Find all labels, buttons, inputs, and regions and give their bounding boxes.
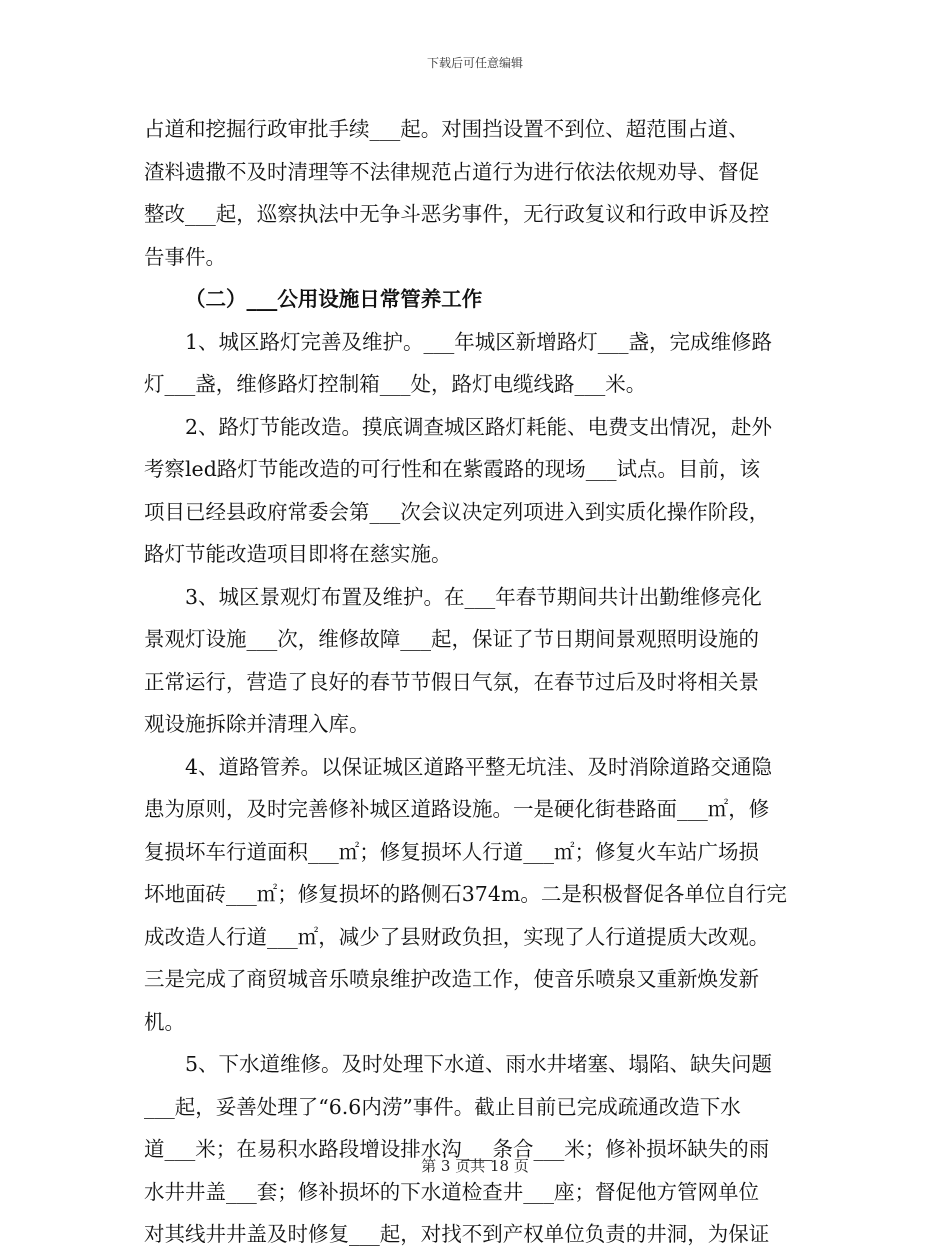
text-line: 告事件。 bbox=[144, 244, 226, 269]
text-line: 3、城区景观灯布置及维护。在___年春节期间共计出勤维修亮化 bbox=[185, 584, 762, 609]
text-line: 复损坏车行道面积___㎡；修复损坏人行道___㎡；修复火车站广场损 bbox=[144, 839, 759, 864]
text-line: 整改___起，巡察执法中无争斗恶劣事件，无行政复议和行政申诉及控 bbox=[144, 202, 770, 226]
text-line: 2、路灯节能改造。摸底调查城区路灯耗能、电费支出情况，赴外 bbox=[185, 414, 773, 439]
text-line: 占道和挖掘行政审批手续___起。对围挡设置不到位、超范围占道、 bbox=[144, 117, 749, 141]
text-line: 道___米；在易积水路段增设排水沟___条合___米；修补损坏缺失的雨 bbox=[144, 1137, 770, 1161]
text-line: 对其线井井盖及时修复___起，对找不到产权单位负责的井洞，为保证 bbox=[144, 1222, 770, 1246]
text-line: 景观灯设施___次，维修故障___起，保证了节日期间景观照明设施的 bbox=[144, 627, 759, 651]
document-body bbox=[144, 108, 812, 1256]
text-line: 患为原则，及时完善修补城区道路设施。一是硬化街巷路面___㎡，修 bbox=[144, 797, 770, 821]
text-line: 项目已经县政府常委会第___次会议决定列项进入到实质化操作阶段， bbox=[144, 499, 770, 524]
text-line: ___起，妥善处理了“6.6内涝”事件。截止目前已完成疏通改造下水 bbox=[144, 1094, 741, 1119]
text-line: 4、道路管养。以保证城区道路平整无坑洼、及时消除道路交通隐 bbox=[185, 754, 773, 779]
text-line: 成改造人行道___㎡，减少了县财政负担，实现了人行道提质大改观。 bbox=[144, 924, 770, 949]
text-line: 坏地面砖___㎡；修复损坏的路侧石374m。二是积极督促各单位自行完 bbox=[144, 882, 787, 906]
text-line: 三是完成了商贸城音乐喷泉维护改造工作，使音乐喷泉又重新焕发新 bbox=[144, 967, 759, 991]
section-heading: （二）___公用设施日常管养工作 bbox=[185, 287, 483, 311]
text-line: 水井井盖___套；修补损坏的下水道检查井___座；督促他方管网单位 bbox=[144, 1179, 759, 1204]
text-line: 正常运行，营造了良好的春节节假日气氛，在春节过后及时将相关景 bbox=[144, 669, 759, 694]
text-line: 路灯节能改造项目即将在慈实施。 bbox=[144, 542, 452, 566]
text-line: 渣料遗撒不及时清理等不法律规范占道行为进行依法依规劝导、督促 bbox=[144, 159, 759, 184]
text-line: 考察led路灯节能改造的可行性和在紫霞路的现场___试点。目前，该 bbox=[144, 457, 761, 481]
page-header: 下载后可任意编辑 bbox=[426, 56, 523, 70]
page-footer: 第 3 页共 18 页 bbox=[421, 1157, 529, 1175]
text-line: 观设施拆除并清理入库。 bbox=[144, 712, 370, 736]
text-line: 灯___盏，维修路灯控制箱___处，路灯电缆线路___米。 bbox=[144, 372, 647, 396]
text-line: 机。 bbox=[144, 1009, 185, 1034]
text-line: 1、城区路灯完善及维护。___年城区新增路灯___盏，完成维修路 bbox=[185, 329, 773, 354]
text-line: 5、下水道维修。及时处理下水道、雨水井堵塞、塌陷、缺失问题 bbox=[185, 1052, 773, 1076]
